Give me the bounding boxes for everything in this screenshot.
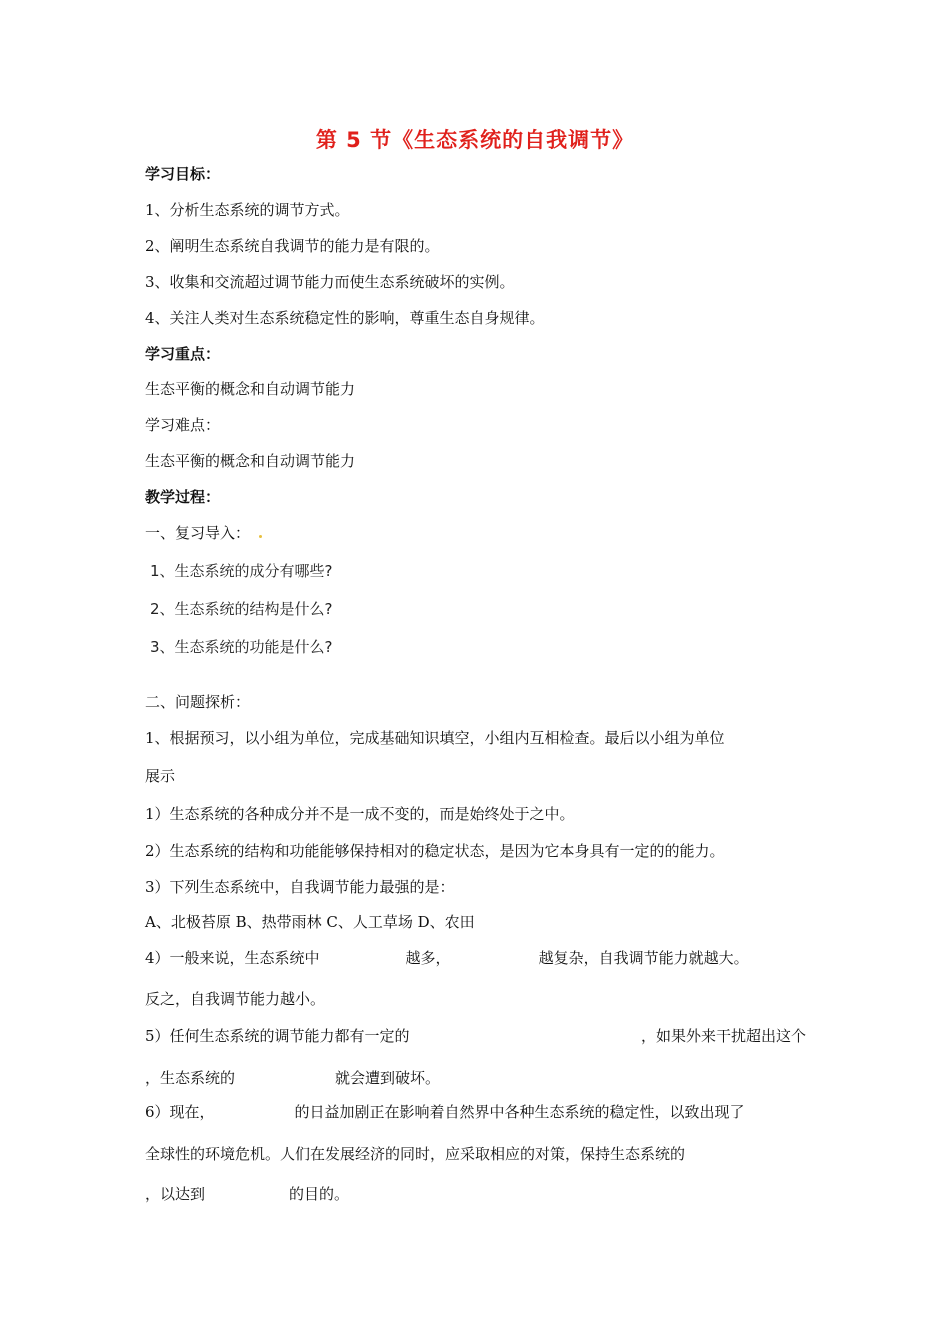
review-question: 2、生态系统的结构是什么? — [150, 600, 333, 618]
question-4-line2: 反之，自我调节能力越小。 — [145, 990, 326, 1008]
question-1: 1）生态系统的各种成分并不是一成不变的，而是始终处于之中。 — [145, 805, 575, 823]
mark-dot — [259, 535, 262, 538]
objective-item: 1、分析生态系统的调节方式。 — [145, 201, 350, 219]
task-line: 1、根据预习，以小组为单位，完成基础知识填空，小组内互相检查。最后以小组为单位 — [145, 729, 725, 747]
question-6-line3 — [145, 1184, 349, 1204]
question-5-part: 5）任何生态系统的调节能力都有一定的 — [145, 1027, 410, 1045]
objective-item: 3、收集和交流超过调节能力而使生态系统破坏的实例。 — [145, 273, 515, 291]
question-5-part: ，生态系统的 — [145, 1069, 236, 1087]
task-line: 展示 — [145, 767, 176, 785]
question-5-part: 就会遭到破坏。 — [335, 1069, 441, 1087]
review-question: 1、生态系统的成分有哪些? — [150, 562, 333, 580]
question-6 — [145, 1102, 745, 1122]
question-3: 3）下列生态系统中，自我调节能力最强的是： — [145, 878, 455, 896]
difficulties-heading: 学习难点： — [145, 416, 221, 434]
question-5-part: ，如果外来干扰超出这个 — [640, 1027, 806, 1045]
question-5 — [145, 1026, 806, 1046]
question-2: 2）生态系统的结构和功能能够保持相对的稳定状态，是因为它本身具有一定的的能力。 — [145, 842, 725, 860]
objectives-heading: 学习目标： — [145, 165, 221, 183]
key-points-text: 生态平衡的概念和自动调节能力 — [145, 380, 356, 398]
question-6-part: ，以达到 — [145, 1185, 206, 1203]
question-4-part: 越复杂，自我调节能力就越大。 — [538, 949, 749, 967]
question-4-part: 越多， — [405, 949, 451, 967]
objective-item: 4、关注人类对生态系统稳定性的影响，尊重生态自身规律。 — [145, 309, 545, 327]
review-question: 3、生态系统的功能是什么? — [150, 638, 333, 656]
process-heading: 教学过程： — [145, 488, 221, 506]
question-5-line2 — [145, 1068, 440, 1088]
question-6-part: 6）现在， — [145, 1103, 215, 1121]
difficulties-text: 生态平衡的概念和自动调节能力 — [145, 452, 356, 470]
question-6-line2: 全球性的环境危机。人们在发展经济的同时，应采取相应的对策，保持生态系统的 — [145, 1145, 686, 1163]
explore-heading: 二、问题探析： — [145, 693, 251, 711]
question-4 — [145, 948, 749, 968]
question-4-part: 4）一般来说，生态系统中 — [145, 949, 320, 967]
question-6-part: 的日益加剧正在影响着自然界中各种生态系统的稳定性，以致出现了 — [294, 1103, 745, 1121]
question-6-part: 的目的。 — [289, 1185, 350, 1203]
key-points-heading: 学习重点： — [145, 345, 221, 363]
question-3-options: A、北极苔原 B、热带雨林 C、人工草场 D、农田 — [145, 913, 475, 931]
review-heading: 一、复习导入： — [145, 524, 251, 542]
page-title: 第 5 节《生态系统的自我调节》 — [315, 128, 635, 152]
objective-item: 2、阐明生态系统自我调节的能力是有限的。 — [145, 237, 440, 255]
